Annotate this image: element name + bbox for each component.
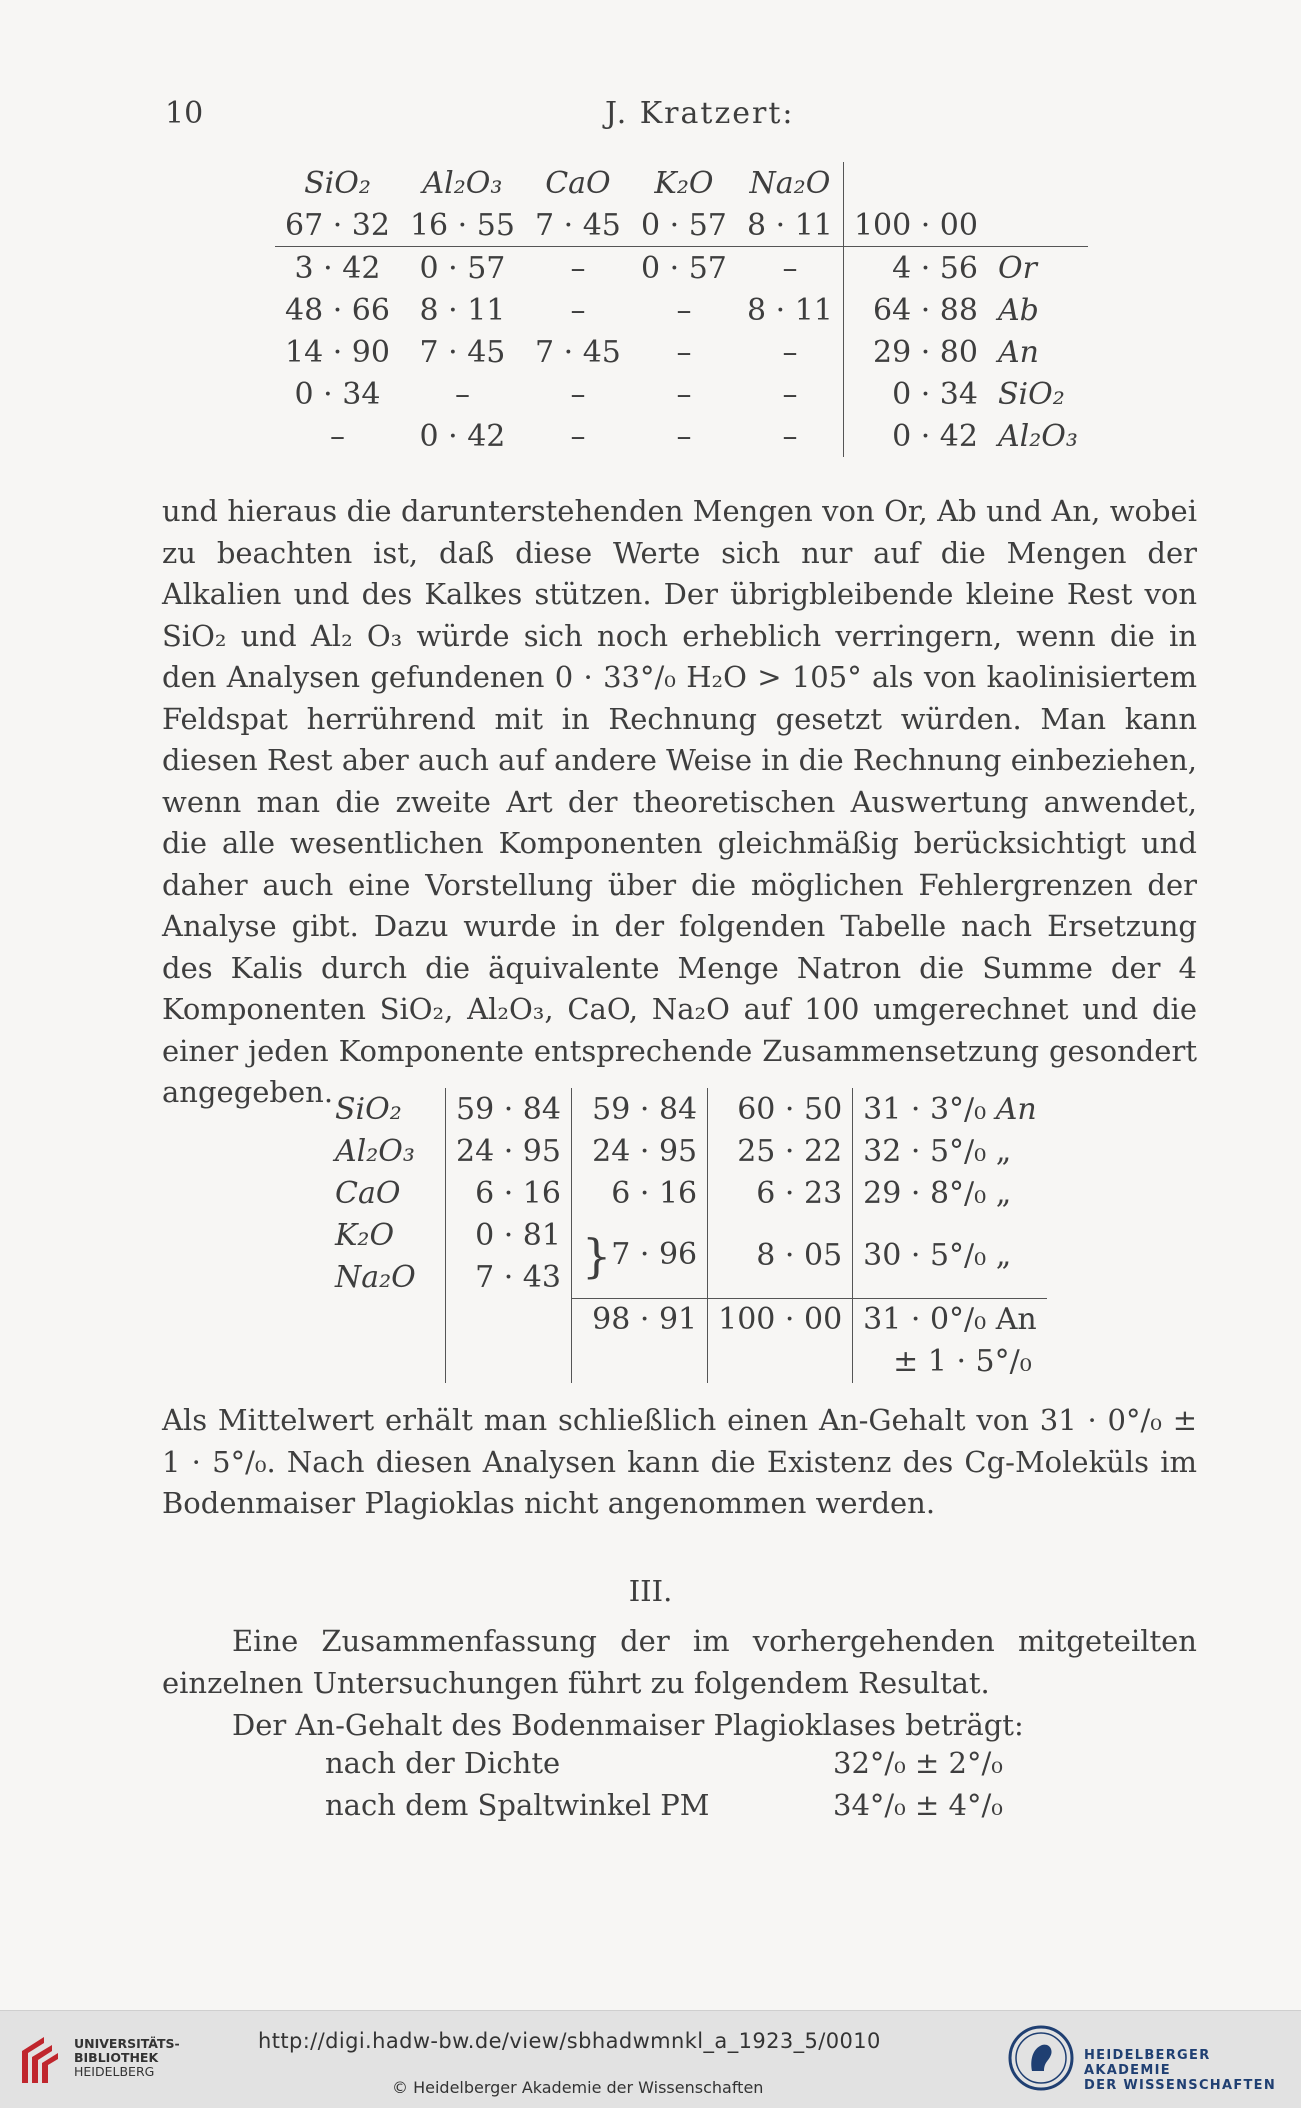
table-cell: 0 · 57 xyxy=(641,207,727,243)
table-cell: CaO xyxy=(335,1175,401,1211)
table-cell xyxy=(853,1088,1047,1130)
academy-name-line: HEIDELBERGER AKADEMIE xyxy=(1084,2048,1211,2078)
library-name-line: HEIDELBERG xyxy=(74,2064,155,2079)
table-cell: 60 · 50 xyxy=(708,1088,853,1130)
table-cell: Na₂O xyxy=(335,1259,416,1295)
result-value: 34°/₀ ± 4°/₀ xyxy=(833,1788,1003,1822)
table-cell: – xyxy=(676,292,692,328)
table-row xyxy=(325,1130,1047,1172)
table-cell: 67 · 32 xyxy=(285,207,390,243)
table-cell-merged: 8 · 05 xyxy=(708,1214,853,1298)
header-cell: Na₂O xyxy=(749,165,831,201)
table-row xyxy=(325,1172,1047,1214)
body-paragraph: Als Mittelwert erhält man schließlich einen An-Gehalt von 31 · 0°/₀ ± 1 · 5°/₀. Nach diesen Analysen kann die Existenz des Cg-Moleküls im Bodenmaiser Plagioklas nicht angenommen werden. xyxy=(162,1403,1197,1520)
table-cell-suffix: „ xyxy=(995,1175,1012,1211)
table-sum-row xyxy=(325,1298,1047,1341)
table-cell-merged xyxy=(853,1214,1047,1298)
header-cell: K₂O xyxy=(654,165,714,201)
academy-seal-icon xyxy=(1008,2025,1074,2091)
table-cell: 48 · 66 xyxy=(285,292,390,328)
header-cell: SiO₂ xyxy=(304,165,371,201)
table-cell: 8 · 11 xyxy=(747,292,833,328)
table-cell: An xyxy=(997,334,1039,370)
table-cell-value: 29 · 8°/₀ xyxy=(863,1175,987,1211)
table-cell: – xyxy=(454,376,470,412)
library-logo-icon xyxy=(14,2033,60,2085)
academy-name-line: DER WISSENSCHAFTEN xyxy=(1084,2078,1277,2093)
table-cell: – xyxy=(676,418,692,454)
table-cell-value: 32 · 5°/₀ xyxy=(863,1133,987,1169)
table-cell: 6 · 23 xyxy=(708,1172,853,1214)
table-cell: 100 · 00 xyxy=(708,1298,853,1341)
table-cell: ± 1 · 5°/₀ xyxy=(853,1341,1047,1383)
table-cell: 0 · 57 xyxy=(631,247,737,290)
copyright-text: © Heidelberger Akademie der Wissenschaften xyxy=(392,2078,764,2097)
table-cell: 7 · 45 xyxy=(535,334,621,370)
table-cell: 24 · 95 xyxy=(571,1130,707,1172)
table-cell: 8 · 11 xyxy=(747,207,833,243)
table-row xyxy=(325,1088,1047,1130)
table-cell: 59 · 84 xyxy=(571,1088,707,1130)
table-cell: – xyxy=(570,376,586,412)
table-cell-merged: }7 · 96 xyxy=(571,1214,707,1298)
table-cell: 16 · 55 xyxy=(409,207,515,243)
table-cell: K₂O xyxy=(335,1217,395,1253)
table-cell-value: 31 · 3°/₀ xyxy=(863,1091,987,1127)
page-number: 10 xyxy=(165,96,204,131)
table-cell: 24 · 95 xyxy=(446,1130,572,1172)
table-cell xyxy=(853,1172,1047,1214)
library-name-line: BIBLIOTHEK xyxy=(74,2050,159,2065)
table-cell: 0 · 34 xyxy=(294,376,381,412)
table-cell: Al₂O₃ xyxy=(997,418,1078,454)
table-row xyxy=(275,331,1088,373)
table-cell: 0 · 57 xyxy=(400,247,525,290)
library-name-line: UNIVERSITÄTS- xyxy=(74,2036,180,2051)
table-cell-value: 30 · 5°/₀ xyxy=(863,1238,987,1274)
table-cell: 98 · 91 xyxy=(571,1298,707,1341)
table-cell xyxy=(853,1130,1047,1172)
table-cell: 25 · 22 xyxy=(708,1130,853,1172)
table-cell: 0 · 81 xyxy=(446,1214,572,1256)
table-cell: 4 · 56 xyxy=(843,247,988,290)
table-cell: – xyxy=(782,376,798,412)
table-cell: 14 · 90 xyxy=(285,334,390,370)
table-cell: 100 · 00 xyxy=(843,204,988,247)
table-cell: – xyxy=(570,292,586,328)
table-cell: Ab xyxy=(997,292,1039,328)
header-cell: Al₂O₃ xyxy=(422,165,503,201)
table-header-row xyxy=(275,162,1088,204)
result-method: nach dem Spaltwinkel PM xyxy=(325,1788,710,1822)
section-heading: III. xyxy=(628,1574,673,1608)
table-cell: – xyxy=(737,247,844,290)
table-cell: 8 · 11 xyxy=(419,292,506,328)
table-cell-suffix: „ xyxy=(995,1133,1012,1169)
library-name xyxy=(74,2037,180,2079)
table-cell: – xyxy=(329,418,345,454)
table-row xyxy=(275,415,1088,457)
table-cell: Or xyxy=(988,247,1088,290)
table-cell: – xyxy=(525,247,631,290)
academy-name xyxy=(1084,2048,1301,2093)
table-cell: 64 · 88 xyxy=(843,289,988,331)
table-row xyxy=(275,204,1088,247)
table-cell: – xyxy=(782,334,798,370)
table-cell: 31 · 0°/₀ An xyxy=(853,1298,1047,1341)
table-cell: – xyxy=(782,418,798,454)
table-cell: – xyxy=(676,376,692,412)
table-cell: SiO₂ xyxy=(335,1091,402,1127)
table-cell: 0 · 34 xyxy=(843,373,988,415)
result-value: 32°/₀ ± 2°/₀ xyxy=(833,1746,1003,1780)
table-cell: 3 · 42 xyxy=(275,247,400,290)
table-cell: 7 · 45 xyxy=(535,207,621,243)
table-cell: SiO₂ xyxy=(997,376,1065,412)
permalink-url[interactable]: http://digi.hadw-bw.de/view/sbhadwmnkl_a_1923_5/0010 xyxy=(258,2029,881,2053)
body-paragraph: Eine Zusammenfassung der im vorhergehenden mitgeteilten einzelnen Untersuchungen führt zu folgendem Resultat. xyxy=(162,1624,1197,1700)
table-row xyxy=(275,289,1088,331)
composition-table xyxy=(275,162,1088,457)
body-paragraph: und hieraus die darunterstehenden Mengen von Or, Ab und An, wobei zu beachten ist, daß diese Werte sich nur auf die Mengen der Alkalien und des Kalkes stützen. Der übrigbleibende kleine Rest von SiO₂ und Al₂ O₃ würde sich noch erheblich verringern, wenn die in den Analysen gefundenen 0 · 33°/₀ H₂O > 105° als von kaolinisiertem Feldspat herrührend mit in Rechnung gesetzt würden. Man kann diesen Rest aber auch auf andere Weise in die Rechnung einbeziehen, wenn man die zweite Art der theoretischen Auswertung anwendet, die alle wesentlichen Komponenten gleichmäßig berücksichtigt und daher auch eine Vorstellung über die möglichen Fehlergrenzen der Analyse gibt. Dazu wurde in der folgenden Tabelle nach Ersetzung des Kalis durch die äquivalente Menge Natron die Summe der 4 Komponenten SiO₂, Al₂O₃, CaO, Na₂O auf 100 umgerechnet und die einer jeden Komponente entsprechende Zusammensetzung gesondert angegeben. xyxy=(162,494,1197,1109)
table-cell: Al₂O₃ xyxy=(335,1133,415,1169)
table-cell: 29 · 80 xyxy=(843,331,988,373)
viewer-footer xyxy=(0,2010,1301,2108)
table-cell: 0 · 42 xyxy=(419,418,506,454)
result-method: nach der Dichte xyxy=(325,1746,561,1780)
table-cell: 0 · 42 xyxy=(843,415,988,457)
table-cell-value: 7 · 96 xyxy=(611,1236,698,1272)
recalculation-table xyxy=(325,1088,1047,1383)
table-cell: 7 · 43 xyxy=(446,1256,572,1298)
table-cell: 6 · 16 xyxy=(571,1172,707,1214)
table-row xyxy=(325,1341,1047,1383)
table-cell-suffix: An xyxy=(995,1091,1037,1127)
table-row xyxy=(275,373,1088,415)
header-cell: CaO xyxy=(545,165,611,201)
table-cell: – xyxy=(570,418,586,454)
running-title: J. Kratzert: xyxy=(605,96,795,131)
table-cell: 6 · 16 xyxy=(446,1172,572,1214)
table-row xyxy=(275,247,1088,290)
table-cell-suffix: „ xyxy=(995,1238,1012,1274)
table-row xyxy=(325,1214,1047,1256)
table-cell: 59 · 84 xyxy=(446,1088,572,1130)
table-cell: 7 · 45 xyxy=(419,334,506,370)
table-cell: – xyxy=(676,334,692,370)
result-lead: Der An-Gehalt des Bodenmaiser Plagioklases beträgt: xyxy=(232,1708,1024,1742)
